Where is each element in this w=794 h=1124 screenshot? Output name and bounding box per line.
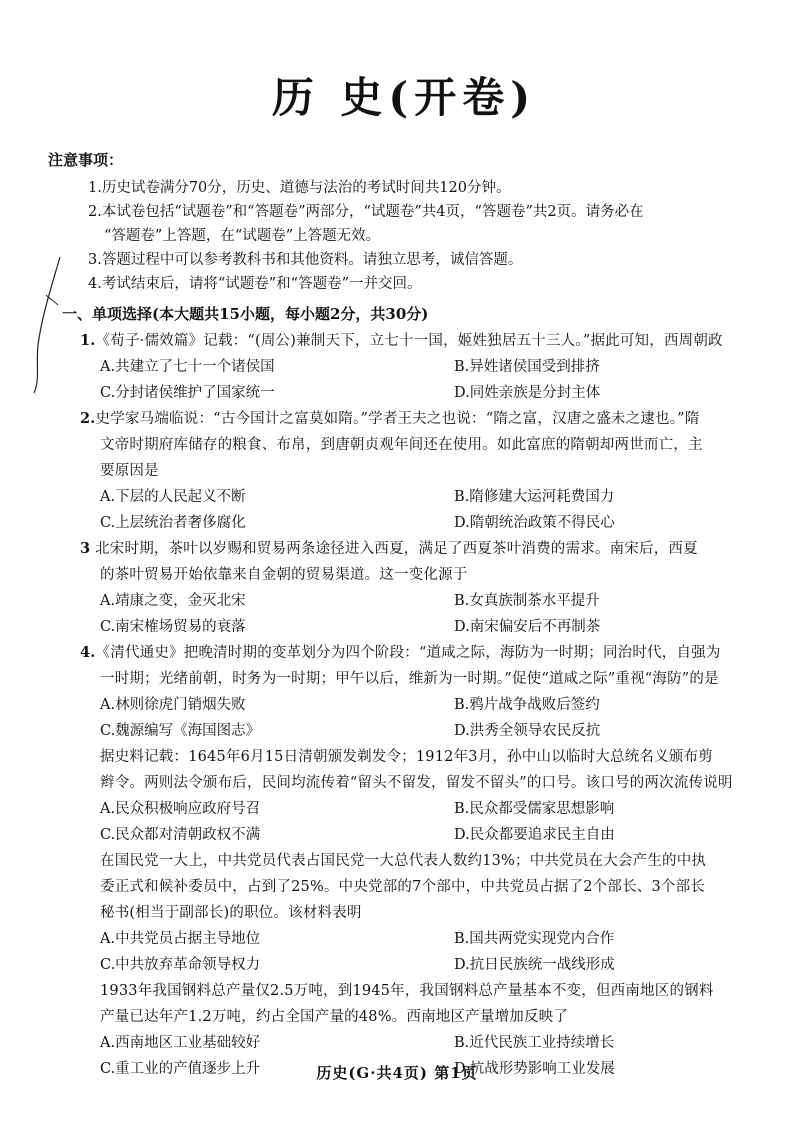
options xyxy=(80,484,754,536)
option-a: A.共建立了七十一个诸侯国 xyxy=(100,359,275,375)
question-6 xyxy=(80,848,754,978)
question-number: 4. xyxy=(80,644,96,661)
question-3 xyxy=(80,536,754,640)
option-c: C.南宋榷场贸易的衰落 xyxy=(100,619,246,635)
question-stem xyxy=(80,640,754,666)
stem-line: 要原因是 xyxy=(100,463,159,479)
question-number: 1. xyxy=(80,332,96,349)
question-stem xyxy=(80,536,754,562)
stem-line: 《荀子·儒效篇》记载：“(周公)兼制天下，立七十一国，姬姓独居五十三人。”据此可知，西周朝政 xyxy=(95,333,723,349)
option-d: D.南宋偏安后不再制茶 xyxy=(454,619,601,635)
option-c: C.分封诸侯维护了国家统一 xyxy=(100,385,275,401)
question-1 xyxy=(80,328,754,406)
stem-line: 的茶叶贸易开始依靠来自金朝的贸易渠道。这一变化源于 xyxy=(100,567,468,583)
stem-line: 据史料记载：1645年6月15日清朝颁发剃发令；1912年3月，孙中山以临时大总统名义颁布剪 xyxy=(100,749,713,765)
option-c: C.中共放弃革命领导权力 xyxy=(100,957,261,973)
option-a: A.下层的人民起义不断 xyxy=(100,489,246,505)
pen-mark-decoration xyxy=(30,255,70,395)
stem-line: 文帝时期府库储存的粮食、布帛，到唐朝贞观年间还在使用。如此富庶的隋朝却两世而亡，主 xyxy=(100,437,703,453)
question-stem xyxy=(80,406,754,432)
options xyxy=(80,588,754,640)
question-stem xyxy=(80,978,754,1004)
option-c: C.民众都对清朝政权不满 xyxy=(100,827,261,843)
stem-line: 辫令。两则法令颁布后，民间均流传着“留头不留发，留发不留头”的口号。该口号的两次流传说明 xyxy=(100,775,733,791)
option-c: C.重工业的产值逐步上升 xyxy=(100,1061,261,1077)
stem-line: 产量已达年产1.2万吨，约占全国产量的48%。西南地区产量增加反映了 xyxy=(100,1009,569,1025)
options xyxy=(80,926,754,978)
option-b: B.隋修建大运河耗费国力 xyxy=(454,489,615,505)
option-c: C.魏源编写《海国图志》 xyxy=(100,723,261,739)
option-b: B.近代民族工业持续增长 xyxy=(454,1035,615,1051)
question-stem xyxy=(80,848,754,874)
option-b: B.民众都受儒家思想影响 xyxy=(454,801,615,817)
notice-item-1: 1.历史试卷满分70分，历史、道德与法治的考试时间共120分钟。 xyxy=(88,180,511,196)
stem-line: 一时期；光绪前朝，时务为一时期；甲午以后，维新为一时期。”促使“道咸之际”重视“海防”的是 xyxy=(100,671,719,687)
notice-item-3: 3.答题过程中可以参考教科书和其他资料。请独立思考，诚信答题。 xyxy=(88,252,523,268)
question-4 xyxy=(80,640,754,744)
stem-line: 北宋时期，茶叶以岁赐和贸易两条途径进入西夏，满足了西夏茶叶消费的需求。南宋后，西夏 xyxy=(95,541,698,557)
option-d: D.隋朝统治政策不得民心 xyxy=(454,515,615,531)
question-2 xyxy=(80,406,754,536)
page-title: 历 史(开卷) xyxy=(271,73,537,122)
option-d: D.抗日民族统一战线形成 xyxy=(454,957,615,973)
stem-line: 在国民党一大上，中共党员代表占国民党一大总代表人数约13%；中共党员在大会产生的中执 xyxy=(100,853,707,869)
option-d: D.洪秀全领导农民反抗 xyxy=(454,723,601,739)
option-d: D.同姓亲族是分封主体 xyxy=(454,385,601,401)
option-b: B.国共两党实现党内合作 xyxy=(454,931,615,947)
stem-line: 史学家马端临说：“古今国计之富莫如隋。”学者王夫之也说：“隋之富，汉唐之盛未之逮也。”隋 xyxy=(95,411,700,427)
question-stem xyxy=(80,744,754,770)
option-c: C.上层统治者奢侈腐化 xyxy=(100,515,246,531)
notice-item-4: 4.考试结束后，请将“试题卷”和“答题卷”一并交回。 xyxy=(88,276,422,292)
option-a: A.西南地区工业基础较好 xyxy=(100,1035,261,1051)
options xyxy=(80,796,754,848)
question-number: 2. xyxy=(80,410,96,427)
page-footer: 历史(G·共4页) 第1页 xyxy=(316,1064,478,1082)
stem-line: 委正式和候补委员中，占到了25%。中央党部的7个部中，中共党员占据了2个部长、3个部长 xyxy=(100,879,706,895)
option-a: A.林则徐虎门销烟失败 xyxy=(100,697,246,713)
notice-heading: 注意事项： xyxy=(48,151,124,169)
question-stem xyxy=(80,328,754,354)
options xyxy=(80,692,754,744)
question-number: 3 xyxy=(80,540,91,557)
stem-line: 《清代通史》把晚清时期的变革划分为四个阶段：“道咸之际，海防为一时期；同治时代，自强为 xyxy=(95,645,721,661)
option-a: A.民众积极响应政府号召 xyxy=(100,801,261,817)
section-heading: 一、单项选择(本大题共15小题，每小题2分，共30分) xyxy=(62,305,429,323)
option-b: B.异姓诸侯国受到排挤 xyxy=(454,359,600,375)
option-d: D.民众都要追求民主自由 xyxy=(454,827,615,843)
option-a: A.中共党员占据主导地位 xyxy=(100,931,261,947)
option-a: A.靖康之变，金灭北宋 xyxy=(100,593,246,609)
stem-line: 秘书(相当于副部长)的职位。该材料表明 xyxy=(100,905,362,921)
notice-item-2-cont: “答题卷”上答题，在“试题卷”上答题无效。 xyxy=(104,228,381,244)
stem-line: 1933年我国钢料总产量仅2.5万吨，到1945年，我国钢料总产量基本不变，但西南地区的钢料 xyxy=(100,983,714,999)
notice-block xyxy=(44,148,754,296)
question-5 xyxy=(80,744,754,848)
option-b: B.女真族制茶水平提升 xyxy=(454,593,600,609)
notice-item-2: 2.本试卷包括“试题卷”和“答题卷”两部分，“试题卷”共4页，“答题卷”共2页。请务必在 xyxy=(88,204,644,220)
options xyxy=(80,354,754,406)
option-b: B.鸦片战争战败后签约 xyxy=(454,697,600,713)
option-d: D.抗战形势影响工业发展 xyxy=(454,1061,615,1077)
